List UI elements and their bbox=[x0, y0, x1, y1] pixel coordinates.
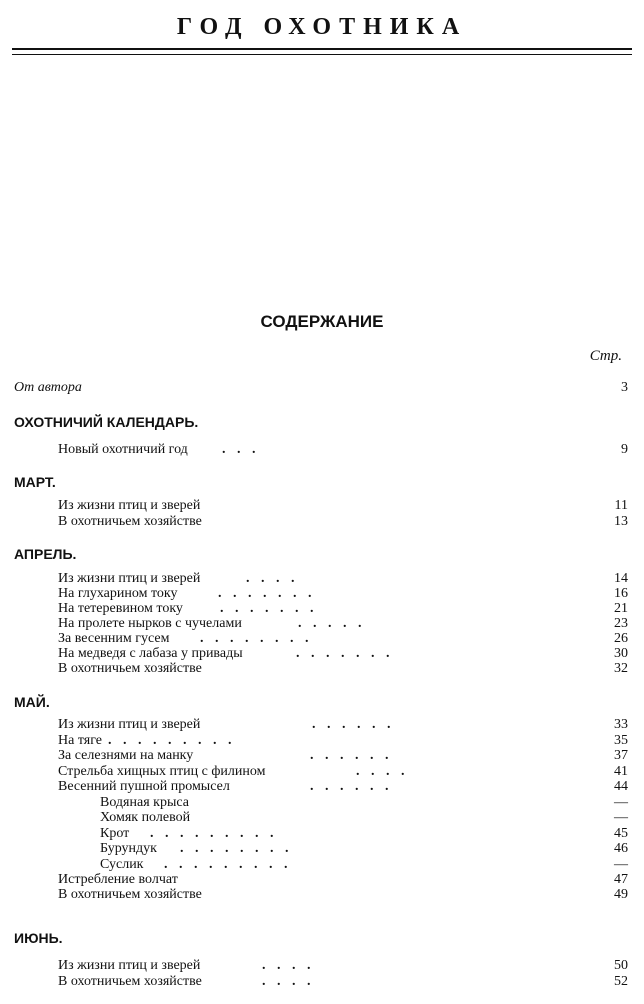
toc-entry[interactable] bbox=[0, 631, 644, 647]
entry-title: На глухарином току bbox=[58, 586, 178, 601]
toc-subentry[interactable] bbox=[0, 795, 644, 811]
toc-subentry[interactable] bbox=[0, 826, 644, 842]
entry-leader-dots: . . . . . . bbox=[312, 717, 395, 732]
section-april: АПРЕЛЬ. bbox=[14, 546, 77, 562]
entry-title: Истребление волчат bbox=[58, 872, 178, 887]
entry-title: Водяная крыса bbox=[100, 795, 189, 810]
toc-entry[interactable] bbox=[0, 571, 644, 587]
entry-page: 32 bbox=[614, 661, 628, 676]
entry-title: За весенним гусем bbox=[58, 631, 170, 646]
toc-entry[interactable] bbox=[0, 748, 644, 764]
entry-page: 33 bbox=[614, 717, 628, 732]
entry-title: На медведя с лабаза у привады bbox=[58, 646, 243, 661]
toc-entry[interactable] bbox=[0, 498, 644, 514]
entry-page: 14 bbox=[614, 571, 628, 586]
header-rule-thin bbox=[12, 54, 632, 55]
entry-title: Весенний пушной промысел bbox=[58, 779, 230, 794]
entry-page: 26 bbox=[614, 631, 628, 646]
toc-subentry[interactable] bbox=[0, 810, 644, 826]
toc-entry[interactable] bbox=[0, 764, 644, 780]
toc-title: СОДЕРЖАНИЕ bbox=[260, 312, 384, 331]
entry-leader-dots: . . . . . . . bbox=[296, 646, 394, 661]
entry-page: 30 bbox=[614, 646, 628, 661]
entry-page: 23 bbox=[614, 616, 628, 631]
entry-page: 37 bbox=[614, 748, 628, 763]
entry-title: Новый охотничий год bbox=[58, 442, 188, 457]
entry-title: Хомяк полевой bbox=[100, 810, 191, 825]
toc-entry[interactable] bbox=[0, 872, 644, 888]
entry-leader-dots: . . . bbox=[222, 442, 260, 457]
toc-entry[interactable] bbox=[0, 958, 644, 974]
toc-entry[interactable] bbox=[0, 733, 644, 749]
entry-leader-dots: . . . . . . bbox=[310, 779, 393, 794]
toc-entry[interactable] bbox=[0, 646, 644, 662]
entry-title: Из жизни птиц и зверей bbox=[58, 498, 201, 513]
entry-title: На пролете нырков с чучелами bbox=[58, 616, 242, 631]
toc-entry[interactable] bbox=[0, 601, 644, 617]
entry-page: — bbox=[614, 795, 628, 810]
entry-leader-dots: . . . . . . . . . bbox=[108, 733, 236, 748]
section-march: МАРТ. bbox=[14, 474, 56, 490]
entry-page: 47 bbox=[614, 872, 628, 887]
entry-title: Стрельба хищных птиц с филином bbox=[58, 764, 266, 779]
entry-title: На тяге bbox=[58, 733, 102, 748]
entry-title: На тетеревином току bbox=[58, 601, 183, 616]
entry-leader-dots: . . . . bbox=[262, 974, 315, 989]
entry-title: В охотничьем хозяйстве bbox=[58, 514, 202, 529]
entry-title: В охотничьем хозяйстве bbox=[58, 974, 202, 989]
entry-leader-dots: . . . . . . . . bbox=[180, 841, 293, 856]
entry-title: Суслик bbox=[100, 857, 144, 872]
toc-entry[interactable] bbox=[0, 779, 644, 795]
toc-entry-author[interactable] bbox=[0, 380, 644, 396]
entry-page: 44 bbox=[614, 779, 628, 794]
toc-entry[interactable] bbox=[0, 586, 644, 602]
running-header-title: ГОД ОХОТНИКА bbox=[176, 14, 468, 40]
entry-leader-dots: . . . . . . . . . bbox=[164, 857, 292, 872]
entry-page: — bbox=[614, 857, 628, 872]
entry-page: 45 bbox=[614, 826, 628, 841]
entry-page: 13 bbox=[614, 514, 628, 529]
toc-entry[interactable] bbox=[0, 717, 644, 733]
page-column-label: Стр. bbox=[589, 348, 622, 364]
toc-entry[interactable] bbox=[0, 974, 644, 990]
entry-title: Из жизни птиц и зверей bbox=[58, 958, 201, 973]
toc-entry[interactable] bbox=[0, 887, 644, 903]
entry-page: 41 bbox=[614, 764, 628, 779]
entry-page: 11 bbox=[614, 498, 628, 513]
entry-title: В охотничьем хозяйстве bbox=[58, 661, 202, 676]
entry-leader-dots: . . . . bbox=[356, 764, 409, 779]
section-june: ИЮНЬ. bbox=[14, 930, 63, 946]
toc-entry[interactable] bbox=[0, 661, 644, 677]
entry-title: Из жизни птиц и зверей bbox=[58, 717, 201, 732]
entry-title: В охотничьем хозяйстве bbox=[58, 887, 202, 902]
entry-leader-dots: . . . . . . . . bbox=[200, 631, 313, 646]
entry-page: 9 bbox=[621, 442, 628, 457]
entry-leader-dots: . . . . bbox=[246, 571, 299, 586]
entry-title: За селезнями на манку bbox=[58, 748, 194, 763]
entry-page: 21 bbox=[614, 601, 628, 616]
entry-page: 52 bbox=[614, 974, 628, 989]
toc-entry[interactable] bbox=[0, 442, 644, 458]
section-calendar: ОХОТНИЧИЙ КАЛЕНДАРЬ. bbox=[14, 414, 199, 430]
entry-title: От автора bbox=[14, 380, 82, 395]
toc-subentry[interactable] bbox=[0, 841, 644, 857]
entry-title: Крот bbox=[100, 826, 130, 841]
header-rule-thick bbox=[12, 48, 632, 50]
entry-page: 3 bbox=[621, 380, 628, 395]
entry-leader-dots: . . . . . . . bbox=[220, 601, 318, 616]
entry-leader-dots: . . . . bbox=[262, 958, 315, 973]
entry-page: — bbox=[614, 810, 628, 825]
toc-subentry[interactable] bbox=[0, 857, 644, 873]
entry-title: Из жизни птиц и зверей bbox=[58, 571, 201, 586]
entry-page: 16 bbox=[614, 586, 628, 601]
entry-page: 50 bbox=[614, 958, 628, 973]
section-may: МАЙ. bbox=[14, 694, 50, 710]
entry-leader-dots: . . . . . . bbox=[310, 748, 393, 763]
entry-title: Бурундук bbox=[100, 841, 157, 856]
entry-page: 46 bbox=[614, 841, 628, 856]
entry-page: 49 bbox=[614, 887, 628, 902]
toc-entry[interactable] bbox=[0, 616, 644, 632]
entry-leader-dots: . . . . . . . bbox=[218, 586, 316, 601]
entry-page: 35 bbox=[614, 733, 628, 748]
entry-leader-dots: . . . . . bbox=[298, 616, 366, 631]
entry-leader-dots: . . . . . . . . . bbox=[150, 826, 278, 841]
toc-entry[interactable] bbox=[0, 514, 644, 530]
